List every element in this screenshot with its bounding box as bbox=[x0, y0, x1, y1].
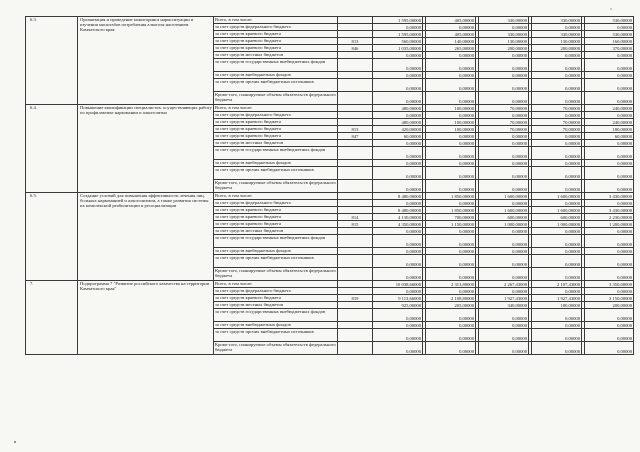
budget-code bbox=[338, 31, 373, 38]
total-amount: 480,00000 bbox=[373, 105, 423, 112]
funding-source: за счет средств местных бюджетов bbox=[214, 52, 338, 59]
year-amount: 0,00000 bbox=[426, 112, 476, 119]
year-amount: 0,00000 bbox=[532, 309, 582, 322]
total-amount: 0,00000 bbox=[373, 235, 423, 248]
year-amount: 0,00000 bbox=[426, 147, 476, 160]
year-amount: 0,00000 bbox=[426, 342, 476, 355]
year-amount: 700,00000 bbox=[426, 214, 476, 221]
year-amount: 405,00000 bbox=[426, 31, 476, 38]
funding-source: Кроме того, планируемые объемы обязательств федерального бюджета bbox=[214, 268, 338, 281]
budget-code bbox=[338, 248, 373, 255]
item-number: 6.5. bbox=[26, 193, 78, 281]
total-amount: 0,00000 bbox=[373, 167, 423, 180]
funding-source: Кроме того, планируемые объемы обязательств федерального бюджета bbox=[214, 342, 338, 355]
year-amount: 0,00000 bbox=[479, 329, 529, 342]
year-amount: 180,00000 bbox=[532, 302, 582, 309]
total-amount: 1 595,00000 bbox=[373, 17, 423, 24]
total-amount: 0,00000 bbox=[373, 59, 423, 72]
item-number: 7. bbox=[26, 281, 78, 355]
funding-source: за счет средств государственных внебюджетных фондов bbox=[214, 235, 338, 248]
year-amount: 0,00000 bbox=[532, 342, 582, 355]
scan-speck bbox=[14, 441, 16, 443]
activity-name: Подпрограмма 7 "Развитие российского казачества на территории Камчатского края" bbox=[78, 281, 214, 355]
year-amount: 0,00000 bbox=[532, 79, 582, 92]
year-amount: 240,00000 bbox=[585, 119, 634, 126]
year-amount: 0,00000 bbox=[479, 228, 529, 235]
funding-source: за счет средств краевого бюджета bbox=[214, 221, 338, 228]
total-amount: 0,00000 bbox=[373, 140, 423, 147]
year-amount: 0,00000 bbox=[585, 59, 634, 72]
funding-source: за счет средств краевого бюджета bbox=[214, 31, 338, 38]
year-amount: 0,00000 bbox=[532, 248, 582, 255]
total-amount: 0,00000 bbox=[373, 112, 423, 119]
year-amount: 180,00000 bbox=[585, 126, 634, 133]
year-amount: 200,00000 bbox=[585, 302, 634, 309]
funding-source: за счет средств государственных внебюджетных фондов bbox=[214, 59, 338, 72]
total-amount: 1 595,00000 bbox=[373, 31, 423, 38]
year-amount: 0,00000 bbox=[479, 140, 529, 147]
year-amount: 0,00000 bbox=[479, 72, 529, 79]
year-amount: 0,00000 bbox=[479, 92, 529, 105]
year-amount: 0,00000 bbox=[426, 255, 476, 268]
year-amount: 0,00000 bbox=[532, 140, 582, 147]
table-row bbox=[26, 193, 634, 200]
year-amount: 100,00000 bbox=[426, 105, 476, 112]
funding-source: Всего, в том числе: bbox=[214, 17, 338, 24]
year-amount: 330,00000 bbox=[479, 17, 529, 24]
total-amount: 420,00000 bbox=[373, 126, 423, 133]
year-amount: 0,00000 bbox=[585, 235, 634, 248]
year-amount: 0,00000 bbox=[532, 322, 582, 329]
budget-code bbox=[338, 235, 373, 248]
budget-code bbox=[338, 140, 373, 147]
budget-code bbox=[338, 193, 373, 200]
budget-code bbox=[338, 52, 373, 59]
funding-source: Всего, в том числе: bbox=[214, 281, 338, 288]
year-amount: 0,00000 bbox=[426, 228, 476, 235]
total-amount: 0,00000 bbox=[373, 79, 423, 92]
year-amount: 1 927,43000 bbox=[479, 295, 529, 302]
year-amount: 140,00000 bbox=[426, 38, 476, 45]
budget-code: 814 bbox=[338, 214, 373, 221]
budget-code: 846 bbox=[338, 45, 373, 52]
year-amount: 0,00000 bbox=[532, 52, 582, 59]
year-amount: 0,00000 bbox=[479, 255, 529, 268]
budget-code bbox=[338, 79, 373, 92]
year-amount: 0,00000 bbox=[532, 180, 582, 193]
funding-source: за счет средств краевого бюджета bbox=[214, 45, 338, 52]
year-amount: 100,00000 bbox=[426, 119, 476, 126]
table-row bbox=[26, 17, 634, 24]
funding-source: за счет средств краевого бюджета bbox=[214, 214, 338, 221]
funding-source: за счет средств краевого бюджета bbox=[214, 119, 338, 126]
budget-code: 819 bbox=[338, 295, 373, 302]
total-amount: 480,00000 bbox=[373, 119, 423, 126]
year-amount: 1 150,00000 bbox=[426, 221, 476, 228]
funding-source: за счет средств федерального бюджета bbox=[214, 288, 338, 295]
funding-source: Кроме того, планируемые объемы обязательств федерального бюджета bbox=[214, 180, 338, 193]
year-amount: 0,00000 bbox=[585, 288, 634, 295]
total-amount: 0,00000 bbox=[373, 72, 423, 79]
year-amount: 0,00000 bbox=[479, 112, 529, 119]
year-amount: 0,00000 bbox=[585, 147, 634, 160]
year-amount: 0,00000 bbox=[426, 180, 476, 193]
year-amount: 0,00000 bbox=[479, 342, 529, 355]
year-amount: 205,00000 bbox=[426, 302, 476, 309]
year-amount: 0,00000 bbox=[532, 228, 582, 235]
budget-code bbox=[338, 59, 373, 72]
budget-code bbox=[338, 268, 373, 281]
year-amount: 2 230,00000 bbox=[585, 214, 634, 221]
year-amount: 1 850,00000 bbox=[426, 207, 476, 214]
budget-code bbox=[338, 147, 373, 160]
total-amount: 0,00000 bbox=[373, 342, 423, 355]
item-number: 6.4. bbox=[26, 105, 78, 193]
budget-code bbox=[338, 228, 373, 235]
year-amount: 0,00000 bbox=[532, 235, 582, 248]
year-amount: 0,00000 bbox=[585, 322, 634, 329]
year-amount: 370,00000 bbox=[585, 45, 634, 52]
year-amount: 0,00000 bbox=[585, 79, 634, 92]
year-amount: 0,00000 bbox=[479, 180, 529, 193]
funding-source: за счет средств прочих внебюджетных источников bbox=[214, 167, 338, 180]
year-amount: 0,00000 bbox=[532, 160, 582, 167]
funding-source: за счет средств внебюджетных фондов bbox=[214, 160, 338, 167]
funding-source: за счет средств федерального бюджета bbox=[214, 112, 338, 119]
total-amount: 8 480,00000 bbox=[373, 193, 423, 200]
total-amount: 0,00000 bbox=[373, 255, 423, 268]
year-amount: 0,00000 bbox=[585, 160, 634, 167]
total-amount: 560,00000 bbox=[373, 38, 423, 45]
year-amount: 1 000,00000 bbox=[532, 221, 582, 228]
year-amount: 1 850,00000 bbox=[426, 193, 476, 200]
year-amount: 0,00000 bbox=[532, 147, 582, 160]
year-amount: 1 600,00000 bbox=[532, 207, 582, 214]
year-amount: 600,00000 bbox=[532, 214, 582, 221]
funding-source: за счет средств прочих внебюджетных источников bbox=[214, 329, 338, 342]
year-amount: 0,00000 bbox=[479, 133, 529, 140]
total-amount: 4 350,00000 bbox=[373, 221, 423, 228]
budget-code: 813 bbox=[338, 38, 373, 45]
budget-code bbox=[338, 119, 373, 126]
year-amount: 600,00000 bbox=[479, 214, 529, 221]
budget-code bbox=[338, 288, 373, 295]
budget-code bbox=[338, 24, 373, 31]
year-amount: 340,00000 bbox=[479, 302, 529, 309]
year-amount: 200,00000 bbox=[479, 45, 529, 52]
total-amount: 9 113,66000 bbox=[373, 295, 423, 302]
year-amount: 3 150,00000 bbox=[585, 295, 634, 302]
total-amount: 0,00000 bbox=[373, 160, 423, 167]
year-amount: 0,00000 bbox=[426, 59, 476, 72]
year-amount: 0,00000 bbox=[479, 288, 529, 295]
scan-speck bbox=[610, 8, 612, 10]
year-amount: 70,00000 bbox=[532, 126, 582, 133]
budget-code: 847 bbox=[338, 133, 373, 140]
budget-code bbox=[338, 200, 373, 207]
total-amount: 0,00000 bbox=[373, 180, 423, 193]
budget-code bbox=[338, 180, 373, 193]
year-amount: 1 200,00000 bbox=[585, 221, 634, 228]
year-amount: 200,00000 bbox=[532, 45, 582, 52]
year-amount: 3 430,00000 bbox=[585, 193, 634, 200]
budget-code bbox=[338, 160, 373, 167]
year-amount: 0,00000 bbox=[479, 200, 529, 207]
year-amount: 0,00000 bbox=[479, 309, 529, 322]
year-amount: 0,00000 bbox=[426, 167, 476, 180]
year-amount: 0,00000 bbox=[532, 268, 582, 281]
total-amount: 0,00000 bbox=[373, 200, 423, 207]
total-amount: 0,00000 bbox=[373, 248, 423, 255]
budget-code bbox=[338, 167, 373, 180]
year-amount: 3 350,00000 bbox=[585, 281, 634, 288]
year-amount: 0,00000 bbox=[532, 329, 582, 342]
year-amount: 0,00000 bbox=[585, 228, 634, 235]
year-amount: 330,00000 bbox=[532, 31, 582, 38]
year-amount: 0,00000 bbox=[585, 248, 634, 255]
year-amount: 0,00000 bbox=[585, 200, 634, 207]
funding-source: Всего, в том числе: bbox=[214, 105, 338, 112]
total-amount: 0,00000 bbox=[373, 24, 423, 31]
year-amount: 0,00000 bbox=[426, 92, 476, 105]
funding-source: за счет средств краевого бюджета bbox=[214, 38, 338, 45]
year-amount: 0,00000 bbox=[585, 140, 634, 147]
budget-code bbox=[338, 105, 373, 112]
year-amount: 0,00000 bbox=[479, 322, 529, 329]
total-amount: 0,00000 bbox=[373, 52, 423, 59]
total-amount: 0,00000 bbox=[373, 147, 423, 160]
budget-code bbox=[338, 342, 373, 355]
funding-source: за счет средств прочих внебюджетных источников bbox=[214, 79, 338, 92]
year-amount: 2 267,43000 bbox=[479, 281, 529, 288]
year-amount: 0,00000 bbox=[532, 167, 582, 180]
table-row bbox=[26, 281, 634, 288]
year-amount: 70,00000 bbox=[479, 105, 529, 112]
funding-source: за счет средств внебюджетных фондов bbox=[214, 72, 338, 79]
total-amount: 0,00000 bbox=[373, 288, 423, 295]
budget-code bbox=[338, 309, 373, 322]
year-amount: 0,00000 bbox=[426, 288, 476, 295]
budget-code bbox=[338, 72, 373, 79]
funding-source: за счет средств краевого бюджета bbox=[214, 133, 338, 140]
year-amount: 70,00000 bbox=[479, 126, 529, 133]
year-amount: 0,00000 bbox=[426, 235, 476, 248]
year-amount: 1 927,43000 bbox=[532, 295, 582, 302]
total-amount: 0,00000 bbox=[373, 228, 423, 235]
budget-code bbox=[338, 302, 373, 309]
funding-source: за счет средств государственных внебюджетных фондов bbox=[214, 309, 338, 322]
year-amount: 3 430,00000 bbox=[585, 207, 634, 214]
year-amount: 2 108,80000 bbox=[426, 295, 476, 302]
year-amount: 0,00000 bbox=[585, 112, 634, 119]
year-amount: 0,00000 bbox=[532, 288, 582, 295]
year-amount: 240,00000 bbox=[585, 105, 634, 112]
funding-source: за счет средств внебюджетных фондов bbox=[214, 248, 338, 255]
year-amount: 0,00000 bbox=[585, 342, 634, 355]
year-amount: 0,00000 bbox=[479, 248, 529, 255]
year-amount: 1 600,00000 bbox=[479, 193, 529, 200]
funding-source: за счет средств краевого бюджета bbox=[214, 295, 338, 302]
budget-code bbox=[338, 329, 373, 342]
year-amount: 0,00000 bbox=[426, 322, 476, 329]
year-amount: 1 600,00000 bbox=[532, 193, 582, 200]
year-amount: 60,00000 bbox=[585, 133, 634, 140]
budget-code bbox=[338, 17, 373, 24]
year-amount: 100,00000 bbox=[426, 126, 476, 133]
year-amount: 0,00000 bbox=[479, 167, 529, 180]
year-amount: 0,00000 bbox=[479, 79, 529, 92]
year-amount: 1 000,00000 bbox=[479, 221, 529, 228]
budget-code: 813 bbox=[338, 126, 373, 133]
total-amount: 4 130,00000 bbox=[373, 214, 423, 221]
year-amount: 0,00000 bbox=[479, 52, 529, 59]
funding-source: за счет средств краевого бюджета bbox=[214, 126, 338, 133]
total-amount: 0,00000 bbox=[373, 309, 423, 322]
year-amount: 0,00000 bbox=[585, 72, 634, 79]
total-amount: 0,00000 bbox=[373, 268, 423, 281]
year-amount: 0,00000 bbox=[479, 147, 529, 160]
year-amount: 0,00000 bbox=[585, 92, 634, 105]
funding-source: Всего, в том числе: bbox=[214, 193, 338, 200]
budget-code: 815 bbox=[338, 221, 373, 228]
total-amount: 925,00000 bbox=[373, 302, 423, 309]
year-amount: 0,00000 bbox=[426, 160, 476, 167]
year-amount: 0,00000 bbox=[479, 160, 529, 167]
item-number: 6.3 bbox=[26, 17, 78, 105]
year-amount: 0,00000 bbox=[426, 329, 476, 342]
funding-source: за счет средств государственных внебюджетных фондов bbox=[214, 147, 338, 160]
funding-source: за счет средств местных бюджетов bbox=[214, 302, 338, 309]
total-amount: 0,00000 bbox=[373, 329, 423, 342]
year-amount: 70,00000 bbox=[532, 105, 582, 112]
year-amount: 0,00000 bbox=[479, 235, 529, 248]
year-amount: 160,00000 bbox=[585, 38, 634, 45]
year-amount: 0,00000 bbox=[585, 180, 634, 193]
year-amount: 0,00000 bbox=[532, 72, 582, 79]
year-amount: 130,00000 bbox=[479, 38, 529, 45]
year-amount: 1 600,00000 bbox=[479, 207, 529, 214]
year-amount: 0,00000 bbox=[585, 268, 634, 281]
activity-name: Организация и проведение мониторинга наркоситуации и изучения масштабов потребления алкоголя населением Камчатского края bbox=[78, 17, 214, 105]
year-amount: 0,00000 bbox=[532, 112, 582, 119]
year-amount: 130,00000 bbox=[532, 38, 582, 45]
budget-table bbox=[25, 16, 634, 355]
funding-source: за счет средств краевого бюджета bbox=[214, 207, 338, 214]
budget-code bbox=[338, 207, 373, 214]
year-amount: 70,00000 bbox=[532, 119, 582, 126]
total-amount: 8 480,00000 bbox=[373, 207, 423, 214]
year-amount: 0,00000 bbox=[479, 24, 529, 31]
total-amount: 1 035,00000 bbox=[373, 45, 423, 52]
year-amount: 0,00000 bbox=[426, 24, 476, 31]
funding-source: за счет средств местных бюджетов bbox=[214, 228, 338, 235]
year-amount: 0,00000 bbox=[532, 255, 582, 268]
total-amount: 0,00000 bbox=[373, 92, 423, 105]
table-row bbox=[26, 105, 634, 112]
year-amount: 2 107,43000 bbox=[532, 281, 582, 288]
year-amount: 330,00000 bbox=[479, 31, 529, 38]
year-amount: 0,00000 bbox=[532, 59, 582, 72]
budget-code bbox=[338, 255, 373, 268]
total-amount: 10 038,66000 bbox=[373, 281, 423, 288]
funding-source: за счет средств прочих внебюджетных источников bbox=[214, 255, 338, 268]
year-amount: 0,00000 bbox=[426, 72, 476, 79]
year-amount: 0,00000 bbox=[426, 52, 476, 59]
funding-source: за счет средств внебюджетных фондов bbox=[214, 322, 338, 329]
year-amount: 0,00000 bbox=[426, 309, 476, 322]
total-amount: 0,00000 bbox=[373, 322, 423, 329]
year-amount: 0,00000 bbox=[585, 309, 634, 322]
total-amount: 60,00000 bbox=[373, 133, 423, 140]
funding-source: за счет средств федерального бюджета bbox=[214, 24, 338, 31]
activity-name: Повышение квалификации специалистов, осуществляющих работу по профилактике наркомании и алкоголизма bbox=[78, 105, 214, 193]
year-amount: 405,00000 bbox=[426, 17, 476, 24]
year-amount: 0,00000 bbox=[479, 59, 529, 72]
year-amount: 0,00000 bbox=[532, 200, 582, 207]
year-amount: 530,00000 bbox=[585, 31, 634, 38]
year-amount: 0,00000 bbox=[532, 92, 582, 105]
year-amount: 2 313,80000 bbox=[426, 281, 476, 288]
year-amount: 0,00000 bbox=[585, 52, 634, 59]
budget-code bbox=[338, 112, 373, 119]
year-amount: 0,00000 bbox=[426, 140, 476, 147]
year-amount: 0,00000 bbox=[479, 268, 529, 281]
year-amount: 70,00000 bbox=[479, 119, 529, 126]
budget-code bbox=[338, 281, 373, 288]
year-amount: 0,00000 bbox=[426, 79, 476, 92]
year-amount: 0,00000 bbox=[585, 255, 634, 268]
funding-source: за счет средств федерального бюджета bbox=[214, 200, 338, 207]
budget-code bbox=[338, 92, 373, 105]
year-amount: 265,00000 bbox=[426, 45, 476, 52]
year-amount: 0,00000 bbox=[426, 200, 476, 207]
year-amount: 530,00000 bbox=[585, 17, 634, 24]
year-amount: 0,00000 bbox=[585, 329, 634, 342]
funding-source: за счет средств местных бюджетов bbox=[214, 140, 338, 147]
year-amount: 0,00000 bbox=[585, 24, 634, 31]
year-amount: 330,00000 bbox=[532, 17, 582, 24]
year-amount: 0,00000 bbox=[426, 248, 476, 255]
year-amount: 0,00000 bbox=[532, 24, 582, 31]
year-amount: 0,00000 bbox=[532, 133, 582, 140]
year-amount: 0,00000 bbox=[585, 167, 634, 180]
budget-code bbox=[338, 322, 373, 329]
funding-source: Кроме того, планируемые объемы обязательств федерального бюджета bbox=[214, 92, 338, 105]
year-amount: 0,00000 bbox=[426, 133, 476, 140]
activity-name: Создание условий для повышения эффективности лечения лиц, больных наркоманией и алкоголизмом, а также развития системы их комплексной реабилитации и ресоциализации bbox=[78, 193, 214, 281]
year-amount: 0,00000 bbox=[426, 268, 476, 281]
